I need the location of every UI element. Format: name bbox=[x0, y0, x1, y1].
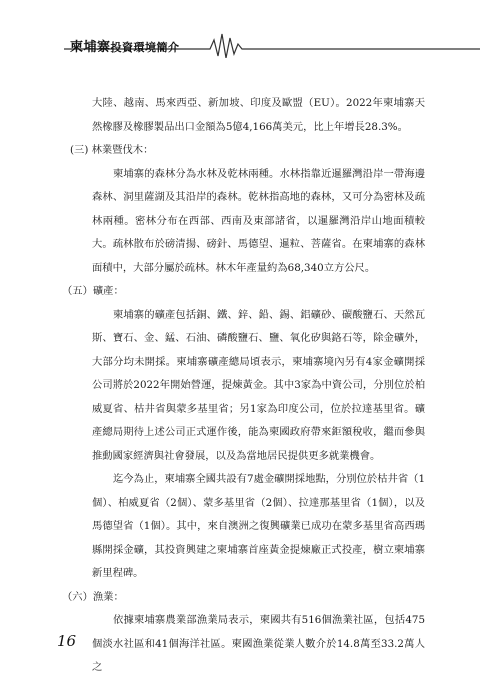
mining-heading: （五）礦產： bbox=[62, 285, 124, 297]
fishery-heading: （六）漁業： bbox=[62, 590, 124, 603]
header-title-sub: 投資環境簡介 bbox=[110, 41, 180, 54]
page-number: 16 bbox=[57, 632, 77, 650]
rubber-export-paragraph: 大陸、越南、馬來西亞、新加坡、印度及歐盟（EU）。2022年柬埔寨天然橡膠及橡膠製品出口金額為5億4,166萬美元，比上年增長28.3%。 bbox=[92, 97, 425, 133]
page-header bbox=[0, 0, 480, 70]
header-title bbox=[70, 36, 180, 55]
mining-paragraph-2: 迄今為止，柬埔寨全國共設有7處金礦開採地點，分別位於枯井省（1個）、柏威夏省（2個）、蒙多基里省（2個）、拉達那基里省（1個），以及馬德望省（1個）。其中，來自澳洲之復興礦業已成功在蒙多基里省高西瑪縣開採金礦，其投資興建之柬埔寨首座黃金提煉廠正式投產，樹立柬埔寨新里程碑。 bbox=[92, 473, 425, 579]
forestry-paragraph: 柬埔寨的森林分為水林及乾林兩種。水林指靠近暹羅灣沿岸一帶海邊森林、洞里薩湖及其沿岸的森林。乾林指高地的森林，又可分為密林及疏林兩種。密林分布在西部、西南及東部諸省，以暹羅灣沿岸山地面積較大。疏林散布於磅清揚、磅針、馬德望、暹粒、菩薩省。在柬埔寨的森林面積中，大部分屬於疏林。林木年產量約為68,340立方公尺。 bbox=[92, 167, 425, 274]
forestry-heading: (三) 林業暨伐木： bbox=[70, 144, 154, 156]
header-title-main: 柬埔寨 bbox=[70, 40, 111, 55]
mining-paragraph-1: 柬埔寨的礦產包括銅、鐵、鋅、鉛、錫、鋁礦砂、碳酸鹽石、天然瓦斯、寶石、金、錳、石油、磷酸鹽石、鹽、氧化矽與鉻石等，除金礦外，大部分均未開採。柬埔寨礦產總局頃表示，柬埔寨境內另有4家金礦開採公司將於2022年開始營運，提煉黃金。其中3家為中資公司，分別位於柏威夏省、枯井省與蒙多基里省；另1家為印度公司，位於拉達基里省。礦產總局期待上述公司正式運作後，能為柬國政府帶來鉅額稅收，繼而參與推動國家經濟與社會發展，以及為當地居民提供更多就業機會。 bbox=[92, 308, 425, 462]
fishery-paragraph: 依據柬埔寨農業部漁業局表示，柬國共有516個漁業社區，包括475個淡水社區和41個海洋社區。柬國漁業從業人數介於14.8萬至33.2萬人之 bbox=[92, 614, 425, 673]
page-body bbox=[62, 92, 425, 680]
